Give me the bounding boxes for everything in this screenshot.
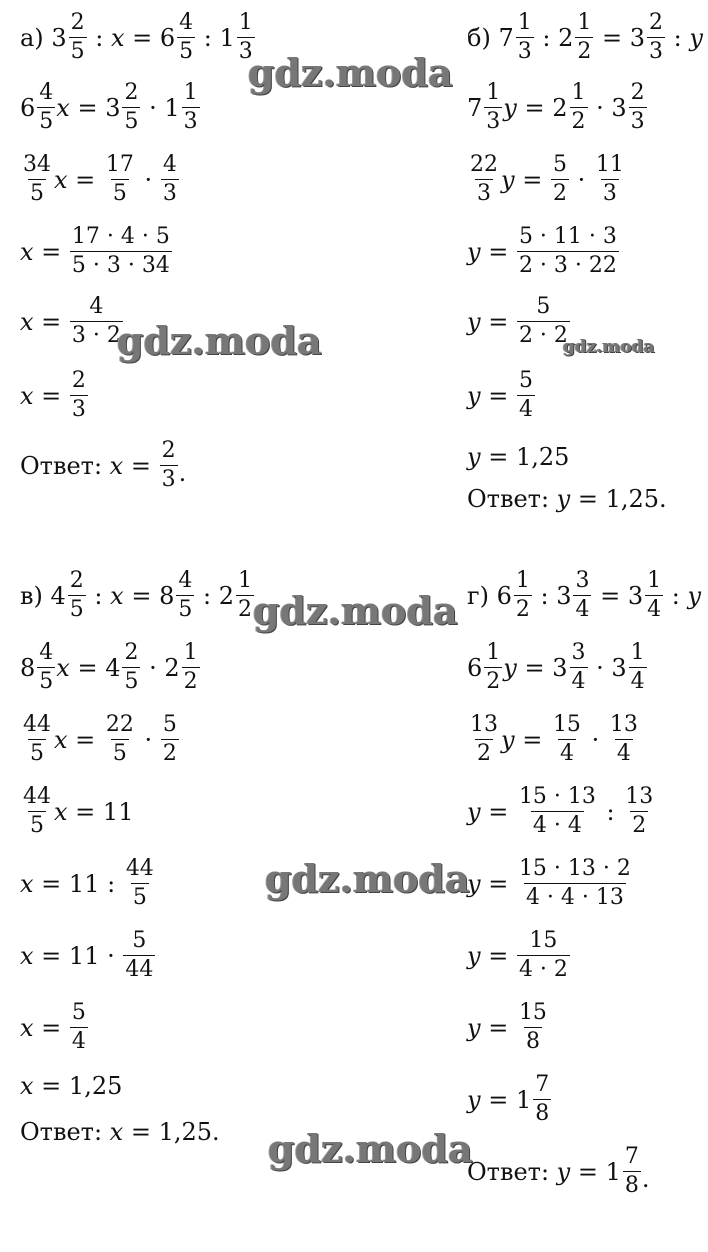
mixed-number: 8 $\frac{4}{5}$ xyxy=(159,568,193,622)
mixed-number: 3 $\frac{2}{3}$ xyxy=(629,10,664,64)
fraction: $\frac{11}{3}$ xyxy=(595,152,624,206)
mixed-number: 3 $\frac{2}{5}$ xyxy=(105,80,139,134)
c-line-4: $\frac{44}{5}$ x = 11 xyxy=(23,784,134,838)
fraction: $\frac{5}{4}$ xyxy=(71,1000,86,1054)
mixed-number: 3 $\frac{2}{3}$ xyxy=(611,80,645,134)
fraction: $\frac{44}{5}$ xyxy=(125,856,154,910)
d-line-3: $\frac{13}{2}$ y = $\frac{15}{4}$ · $\frac{13}{4}$ xyxy=(470,712,638,766)
b-line-3: $\frac{22}{3}$ y = $\frac{5}{2}$ · $\frac{11}{3}$ xyxy=(470,152,624,206)
mixed-number: 3 $\frac{1}{4}$ xyxy=(627,568,662,622)
fraction: $\frac{4}{3 \cdot 2}$ xyxy=(71,294,121,348)
a-line-2: 6 $\frac{4}{5}$ x = 3 $\frac{2}{5}$ · 1 $\frac{1}{3}$ xyxy=(20,82,201,133)
d-line-6: y = $\frac{15}{4 \cdot 2}$ xyxy=(467,928,568,982)
b-line-2: 7 $\frac{1}{3}$ y = 2 $\frac{1}{2}$ · 3 $\frac{2}{3}$ xyxy=(467,82,648,133)
fraction: $\frac{13}{4}$ xyxy=(609,712,638,766)
fraction: $\frac{22}{3}$ xyxy=(470,152,498,206)
d-answer: Ответ: y = 1 $\frac{7}{8}$ . xyxy=(467,1144,650,1198)
watermark: gdz.moda xyxy=(268,1126,473,1171)
d-line-1: г) 6 $\frac{1}{2}$ : 3 $\frac{3}{4}$ = 3 $\frac{1}{4}$ : y xyxy=(467,568,702,622)
d-line-4: y = $\frac{15 \cdot 13}{4 \cdot 4}$ : $\frac{13}{2}$ xyxy=(467,784,654,838)
mixed-number: 6 $\frac{4}{5}$ xyxy=(20,80,54,134)
fraction: $\frac{13}{2}$ xyxy=(470,712,498,766)
fraction: $\frac{15}{8}$ xyxy=(518,1000,547,1054)
b-line-5: y = $\frac{5}{2 \cdot 2}$ xyxy=(467,294,568,348)
fraction: $\frac{15 \cdot 13}{4 \cdot 4}$ xyxy=(518,784,596,838)
mixed-number: 6 $\frac{1}{2}$ xyxy=(496,568,530,622)
part-label-a: а) xyxy=(20,23,44,52)
fraction: $\frac{5}{2 \cdot 2}$ xyxy=(518,294,568,348)
watermark: gdz.moda xyxy=(563,337,655,357)
mixed-number: 2 $\frac{1}{2}$ xyxy=(558,10,592,64)
watermark: gdz.moda xyxy=(265,856,470,901)
fraction: $\frac{2}{3}$ xyxy=(161,438,176,492)
part-label-b: б) xyxy=(467,23,491,52)
mixed-number: 3 $\frac{3}{4}$ xyxy=(552,640,586,694)
d-line-7: y = $\frac{15}{8}$ xyxy=(467,1000,547,1054)
mixed-number: 6 $\frac{1}{2}$ xyxy=(467,640,501,694)
c-line-6: x = 11 · $\frac{5}{44}$ xyxy=(20,928,154,982)
mixed-number: 4 $\frac{2}{5}$ xyxy=(50,568,84,622)
watermark: gdz.moda xyxy=(248,50,453,95)
part-label-d: г) xyxy=(467,581,489,610)
mixed-number: 4 $\frac{2}{5}$ xyxy=(105,640,139,694)
mixed-number: 3 $\frac{2}{5}$ xyxy=(51,10,85,64)
mixed-number: 2 $\frac{1}{2}$ xyxy=(218,568,252,622)
c-line-7: x = $\frac{5}{4}$ xyxy=(20,1000,86,1054)
b-line-6: y = $\frac{5}{4}$ xyxy=(467,368,533,422)
mixed-number: 3 $\frac{3}{4}$ xyxy=(556,568,590,622)
fraction: $\frac{5}{2}$ xyxy=(552,152,567,206)
c-line-2: 8 $\frac{4}{5}$ x = 4 $\frac{2}{5}$ · 2 $\frac{1}{2}$ xyxy=(20,642,201,693)
fraction: $\frac{13}{2}$ xyxy=(625,784,654,838)
a-line-4: x = $\frac{17 \cdot 4 \cdot 5}{5 \cdot 3 \cdot 34}$ xyxy=(20,224,170,278)
fraction: $\frac{34}{5}$ xyxy=(23,152,51,206)
c-line-8: x = 1,25 xyxy=(20,1072,123,1100)
mixed-number: 1 $\frac{7}{8}$ xyxy=(605,1144,639,1198)
fraction: $\frac{22}{5}$ xyxy=(105,712,134,766)
mixed-number: 2 $\frac{1}{2}$ xyxy=(552,80,586,134)
mixed-number: 7 $\frac{1}{3}$ xyxy=(498,10,532,64)
fraction: $\frac{5}{4}$ xyxy=(518,368,533,422)
fraction: $\frac{5}{44}$ xyxy=(125,928,154,982)
mixed-number: 8 $\frac{4}{5}$ xyxy=(20,640,54,694)
a-line-3: $\frac{34}{5}$ x = $\frac{17}{5}$ · $\frac{4}{3}$ xyxy=(23,152,177,206)
c-line-3: $\frac{44}{5}$ x = $\frac{22}{5}$ · $\frac{5}{2}$ xyxy=(23,712,177,766)
fraction: $\frac{2}{3}$ xyxy=(71,368,86,422)
fraction: $\frac{5 \cdot 11 \cdot 3}{2 \cdot 3 \cdot 22}$ xyxy=(518,224,617,278)
watermark: gdz.moda xyxy=(117,318,322,363)
fraction: $\frac{15}{4}$ xyxy=(552,712,581,766)
d-line-8: y = 1 $\frac{7}{8}$ xyxy=(467,1074,552,1125)
mixed-number: 3 $\frac{1}{4}$ xyxy=(611,640,645,694)
mixed-number: 6 $\frac{4}{5}$ xyxy=(159,10,194,64)
fraction: $\frac{5}{2}$ xyxy=(162,712,177,766)
b-line-1: б) 7 $\frac{1}{3}$ : 2 $\frac{1}{2}$ = 3 $\frac{2}{3}$ : y xyxy=(467,10,703,64)
b-line-7: y = 1,25 xyxy=(467,443,570,471)
mixed-number: 2 $\frac{1}{2}$ xyxy=(164,640,198,694)
mixed-number: 1 $\frac{1}{3}$ xyxy=(164,80,198,134)
fraction: $\frac{4}{3}$ xyxy=(162,152,177,206)
mixed-number: 7 $\frac{1}{3}$ xyxy=(467,80,501,134)
d-line-2: 6 $\frac{1}{2}$ y = 3 $\frac{3}{4}$ · 3 $\frac{1}{4}$ xyxy=(467,642,648,693)
fraction: $\frac{44}{5}$ xyxy=(23,784,51,838)
mixed-number: 1 $\frac{1}{3}$ xyxy=(219,10,253,64)
a-line-5: x = $\frac{4}{3 \cdot 2}$ xyxy=(20,294,121,348)
part-label-c: в) xyxy=(20,581,43,610)
watermark: gdz.moda xyxy=(253,588,458,633)
d-line-5: y = $\frac{15 \cdot 13 \cdot 2}{4 \cdot 4 \cdot 13}$ xyxy=(467,856,631,910)
a-line-6: x = $\frac{2}{3}$ xyxy=(20,368,86,422)
c-line-1: в) 4 $\frac{2}{5}$ : x = 8 $\frac{4}{5}$ : 2 $\frac{1}{2}$ xyxy=(20,570,255,621)
b-answer: Ответ: y = 1,25. xyxy=(467,485,667,513)
mixed-number: 1 $\frac{7}{8}$ xyxy=(515,1072,550,1126)
fraction: $\frac{17 \cdot 4 \cdot 5}{5 \cdot 3 \cdot 34}$ xyxy=(71,224,170,278)
a-answer: Ответ: x = $\frac{2}{3}$ . xyxy=(20,438,187,492)
a-line-1: а) 3 $\frac{2}{5}$ : x = 6 $\frac{4}{5}$ : 1 $\frac{1}{3}$ xyxy=(20,12,256,63)
c-answer: Ответ: x = 1,25. xyxy=(20,1118,220,1146)
fraction: $\frac{15 \cdot 13 \cdot 2}{4 \cdot 4 \cdot 13}$ xyxy=(518,856,631,910)
b-line-4: y = $\frac{5 \cdot 11 \cdot 3}{2 \cdot 3 \cdot 22}$ xyxy=(467,224,617,278)
c-line-5: x = 11 : $\frac{44}{5}$ xyxy=(20,856,154,910)
fraction: $\frac{44}{5}$ xyxy=(23,712,51,766)
fraction: $\frac{15}{4 \cdot 2}$ xyxy=(518,928,568,982)
fraction: $\frac{17}{5}$ xyxy=(105,152,134,206)
